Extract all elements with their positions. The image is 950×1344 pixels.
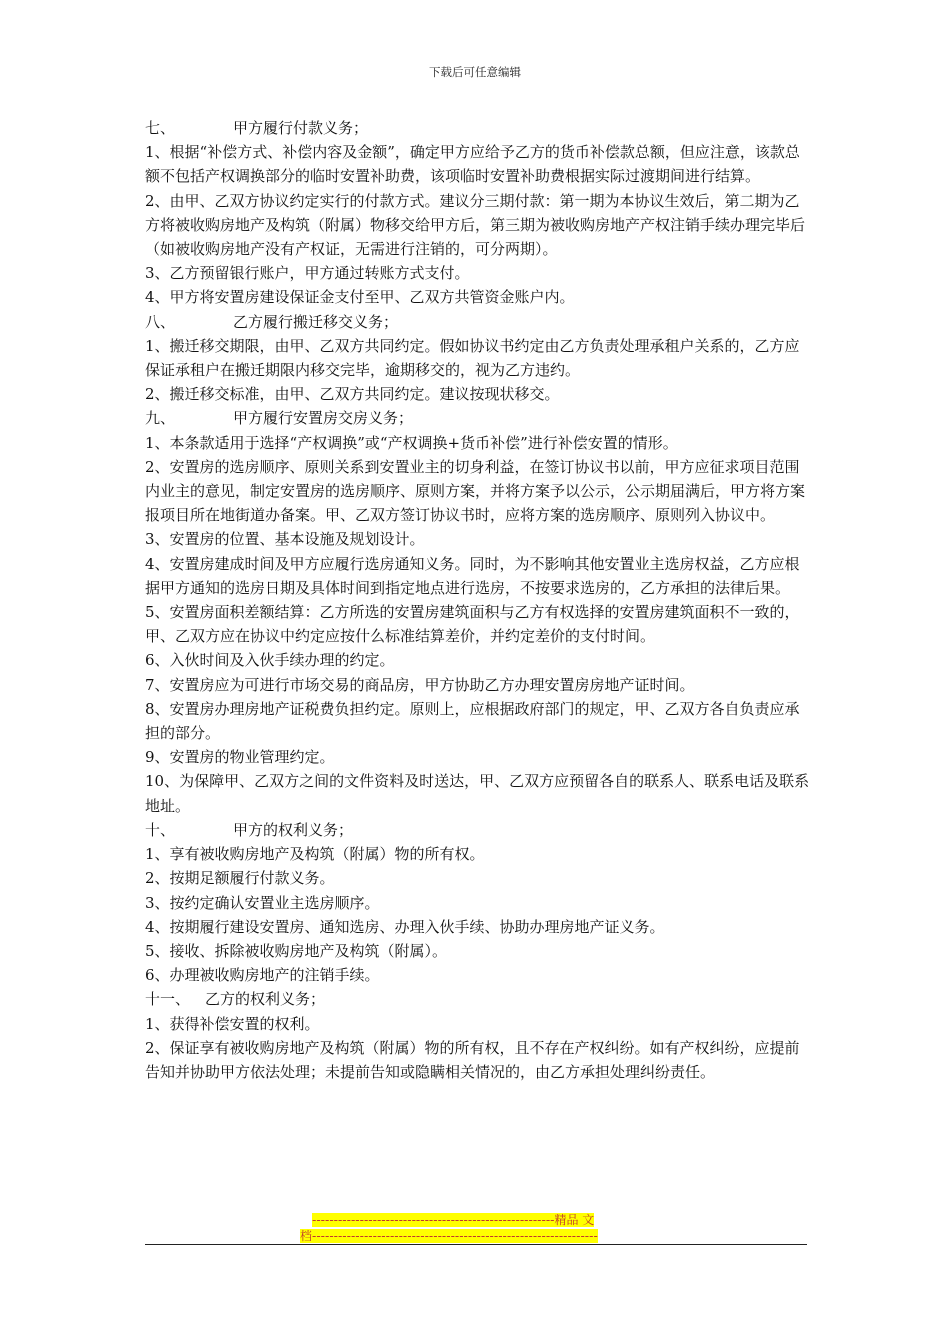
paragraph: 2、按期足额履行付款义务。 xyxy=(145,869,335,888)
footer-line-2: 档------------------------------------------------------------------ xyxy=(300,1229,598,1243)
paragraph: 10、为保障甲、乙双方之间的文件资料及时送达，甲、乙双方应预留各自的联系人、联系电话及联系地址。 xyxy=(145,772,810,815)
footer-divider xyxy=(145,1244,807,1245)
paragraph: 2、安置房的选房顺序、原则关系到安置业主的切身利益，在签订协议书以前，甲方应征求项目范围内业主的意见，制定安置房的选房顺序、原则方案，并将方案予以公示，公示期届满后，甲方将方案报项目所在地街道办备案。甲、乙双方签订协议书时，应将方案的选房顺序、原则列入协议中。 xyxy=(145,457,806,525)
paragraph: 1、搬迁移交期限，由甲、乙双方共同约定。假如协议书约定由乙方负责处理承租户关系的，乙方应保证承租户在搬迁期限内移交完毕，逾期移交的，视为乙方违约。 xyxy=(145,336,800,380)
paragraph: 3、按约定确认安置业主选房顺序。 xyxy=(145,893,380,912)
paragraph: 1、根据“补偿方式、补偿内容及金额”，确定甲方应给予乙方的货币补偿款总额，但应注意，该款总额不包括产权调换部分的临时安置补助费，该项临时安置补助费根据实际过渡期间进行结算。 xyxy=(145,143,800,186)
paragraph: 5、接收、拆除被收购房地产及构筑（附属）。 xyxy=(145,941,448,960)
footer-line-1: --------------------------------------------------------精品 文 xyxy=(312,1213,595,1227)
paragraph: 5、安置房面积差额结算：乙方所选的安置房建筑面积与乙方有权选择的安置房建筑面积不一致的，甲、乙双方应在协议中约定应按什么标准结算差价，并约定差价的支付时间。 xyxy=(145,603,800,646)
section-heading-10: 十、 甲方的权利义务； xyxy=(145,820,354,839)
document-body xyxy=(145,116,810,1084)
paragraph: 1、本条款适用于选择“产权调换”或“产权调换+货币补偿”进行补偿安置的情形。 xyxy=(145,433,678,452)
paragraph: 9、安置房的物业管理约定。 xyxy=(145,748,335,767)
footer-watermark xyxy=(300,1212,650,1244)
paragraph: 3、安置房的位置、基本设施及规划设计。 xyxy=(145,530,425,549)
paragraph: 4、安置房建成时间及甲方应履行选房通知义务。同时，为不影响其他安置业主选房权益，乙方应根据甲方通知的选房日期及具体时间到指定地点进行选房，不按要求选房的，乙方承担的法律后果。 xyxy=(145,554,800,597)
paragraph: 1、享有被收购房地产及构筑（附属）物的所有权。 xyxy=(145,845,485,864)
section-heading-9: 九、 甲方履行安置房交房义务； xyxy=(145,409,414,428)
paragraph: 4、甲方将安置房建设保证金支付至甲、乙双方共管资金账户内。 xyxy=(145,288,575,307)
paragraph: 6、办理被收购房地产的注销手续。 xyxy=(145,966,380,985)
paragraph: 3、乙方预留银行账户，甲方通过转账方式支付。 xyxy=(145,264,470,283)
paragraph: 7、安置房应为可进行市场交易的商品房，甲方协助乙方办理安置房房地产证时间。 xyxy=(145,675,695,694)
paragraph: 2、保证享有被收购房地产及构筑（附属）物的所有权，且不存在产权纠纷。如有产权纠纷，应提前告知并协助甲方依法处理；未提前告知或隐瞒相关情况的，由乙方承担处理纠纷责任。 xyxy=(145,1038,800,1081)
section-heading-8: 八、 乙方履行搬迁移交义务； xyxy=(145,312,399,331)
paragraph: 2、由甲、乙双方协议约定实行的付款方式。建议分三期付款：第一期为本协议生效后，第二期为乙方将被收购房地产及构筑（附属）物移交给甲方后，第三期为被收购房地产产权注销手续办理完毕后（如被收购房地产没有产权证，无需进行注销的，可分两期）。 xyxy=(145,191,806,259)
paragraph: 2、搬迁移交标准，由甲、乙双方共同约定。建议按现状移交。 xyxy=(145,385,560,404)
paragraph: 6、入伙时间及入伙手续办理的约定。 xyxy=(145,651,395,670)
paragraph: 1、获得补偿安置的权利。 xyxy=(145,1014,320,1033)
paragraph: 8、安置房办理房地产证税费负担约定。原则上，应根据政府部门的规定，甲、乙双方各自负责应承担的部分。 xyxy=(145,699,800,743)
paragraph: 4、按期履行建设安置房、通知选房、办理入伙手续、协助办理房地产证义务。 xyxy=(145,917,665,936)
page-header: 下载后可任意编辑 xyxy=(429,65,521,79)
section-heading-7: 七、 甲方履行付款义务； xyxy=(145,119,369,137)
section-heading-11: 十一、 乙方的权利义务； xyxy=(145,990,326,1009)
